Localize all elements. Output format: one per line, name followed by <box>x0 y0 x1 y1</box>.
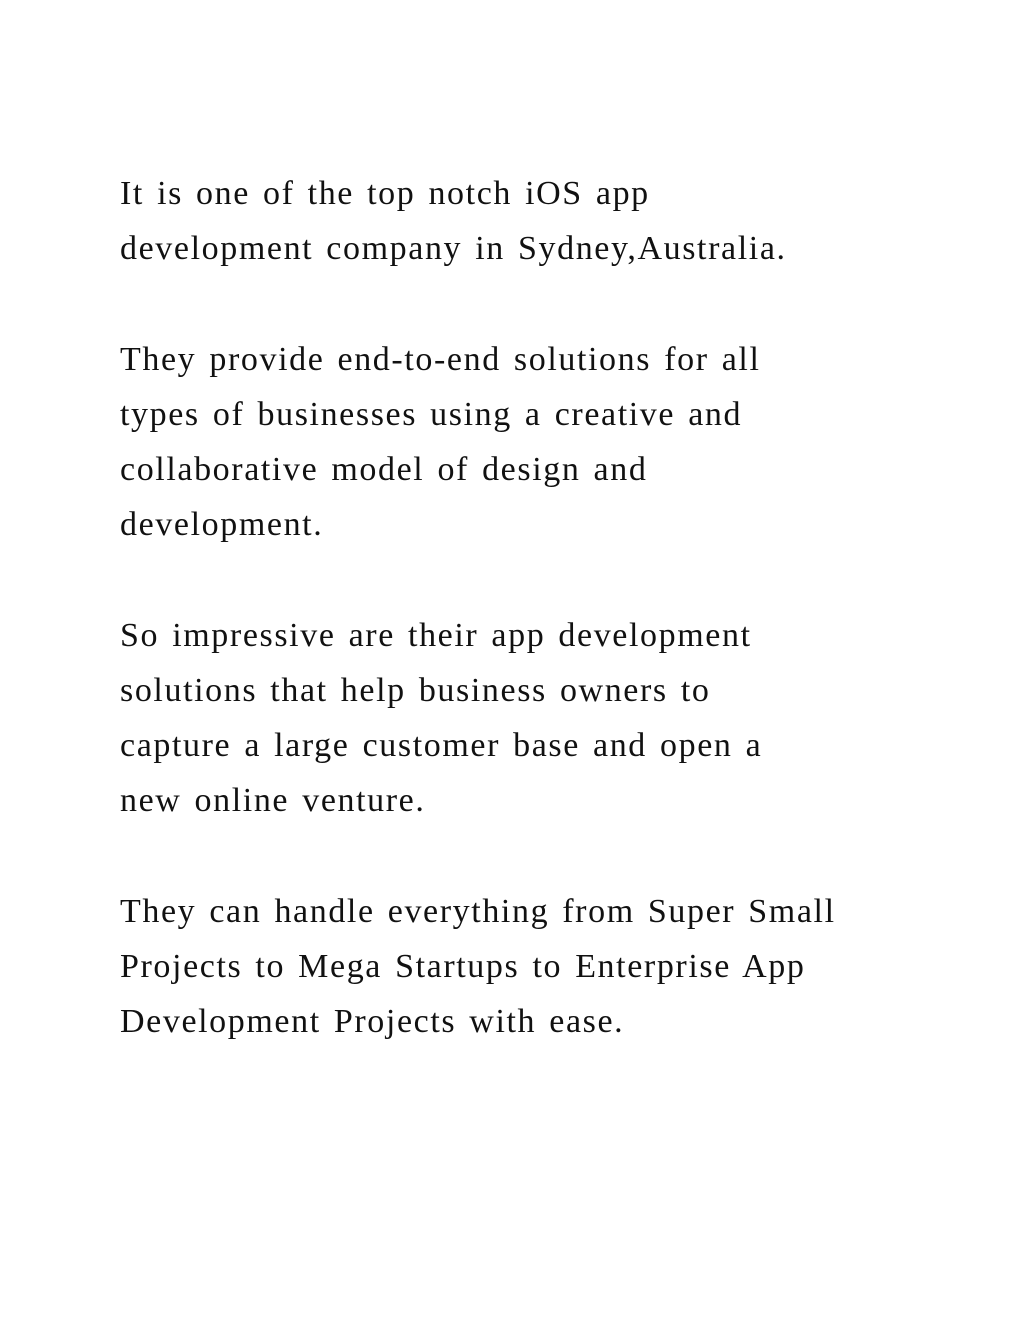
paragraph-impressive-solutions <box>120 608 940 828</box>
text-line: It is one of the top notch iOS app <box>120 175 650 212</box>
text-line: So impressive are their app development <box>120 617 752 654</box>
text-line: solutions that help business owners to <box>120 672 711 709</box>
text-line: development. <box>120 506 324 543</box>
text-line: development company in Sydney,Australia. <box>120 230 787 267</box>
text-line: They can handle everything from Super Small <box>120 893 836 930</box>
text-line: collaborative model of design and <box>120 451 648 488</box>
text-line: new online venture. <box>120 782 426 819</box>
paragraph-project-range <box>120 884 940 1049</box>
text-line: capture a large customer base and open a <box>120 727 763 764</box>
paragraph-end-to-end-solutions <box>120 332 940 552</box>
text-line: They provide end-to-end solutions for all <box>120 341 761 378</box>
text-line: types of businesses using a creative and <box>120 396 743 433</box>
text-line: Development Projects with ease. <box>120 1003 625 1040</box>
document-body <box>120 166 940 1105</box>
text-line: Projects to Mega Startups to Enterprise App <box>120 948 806 985</box>
paragraph-ios-company <box>120 166 940 276</box>
